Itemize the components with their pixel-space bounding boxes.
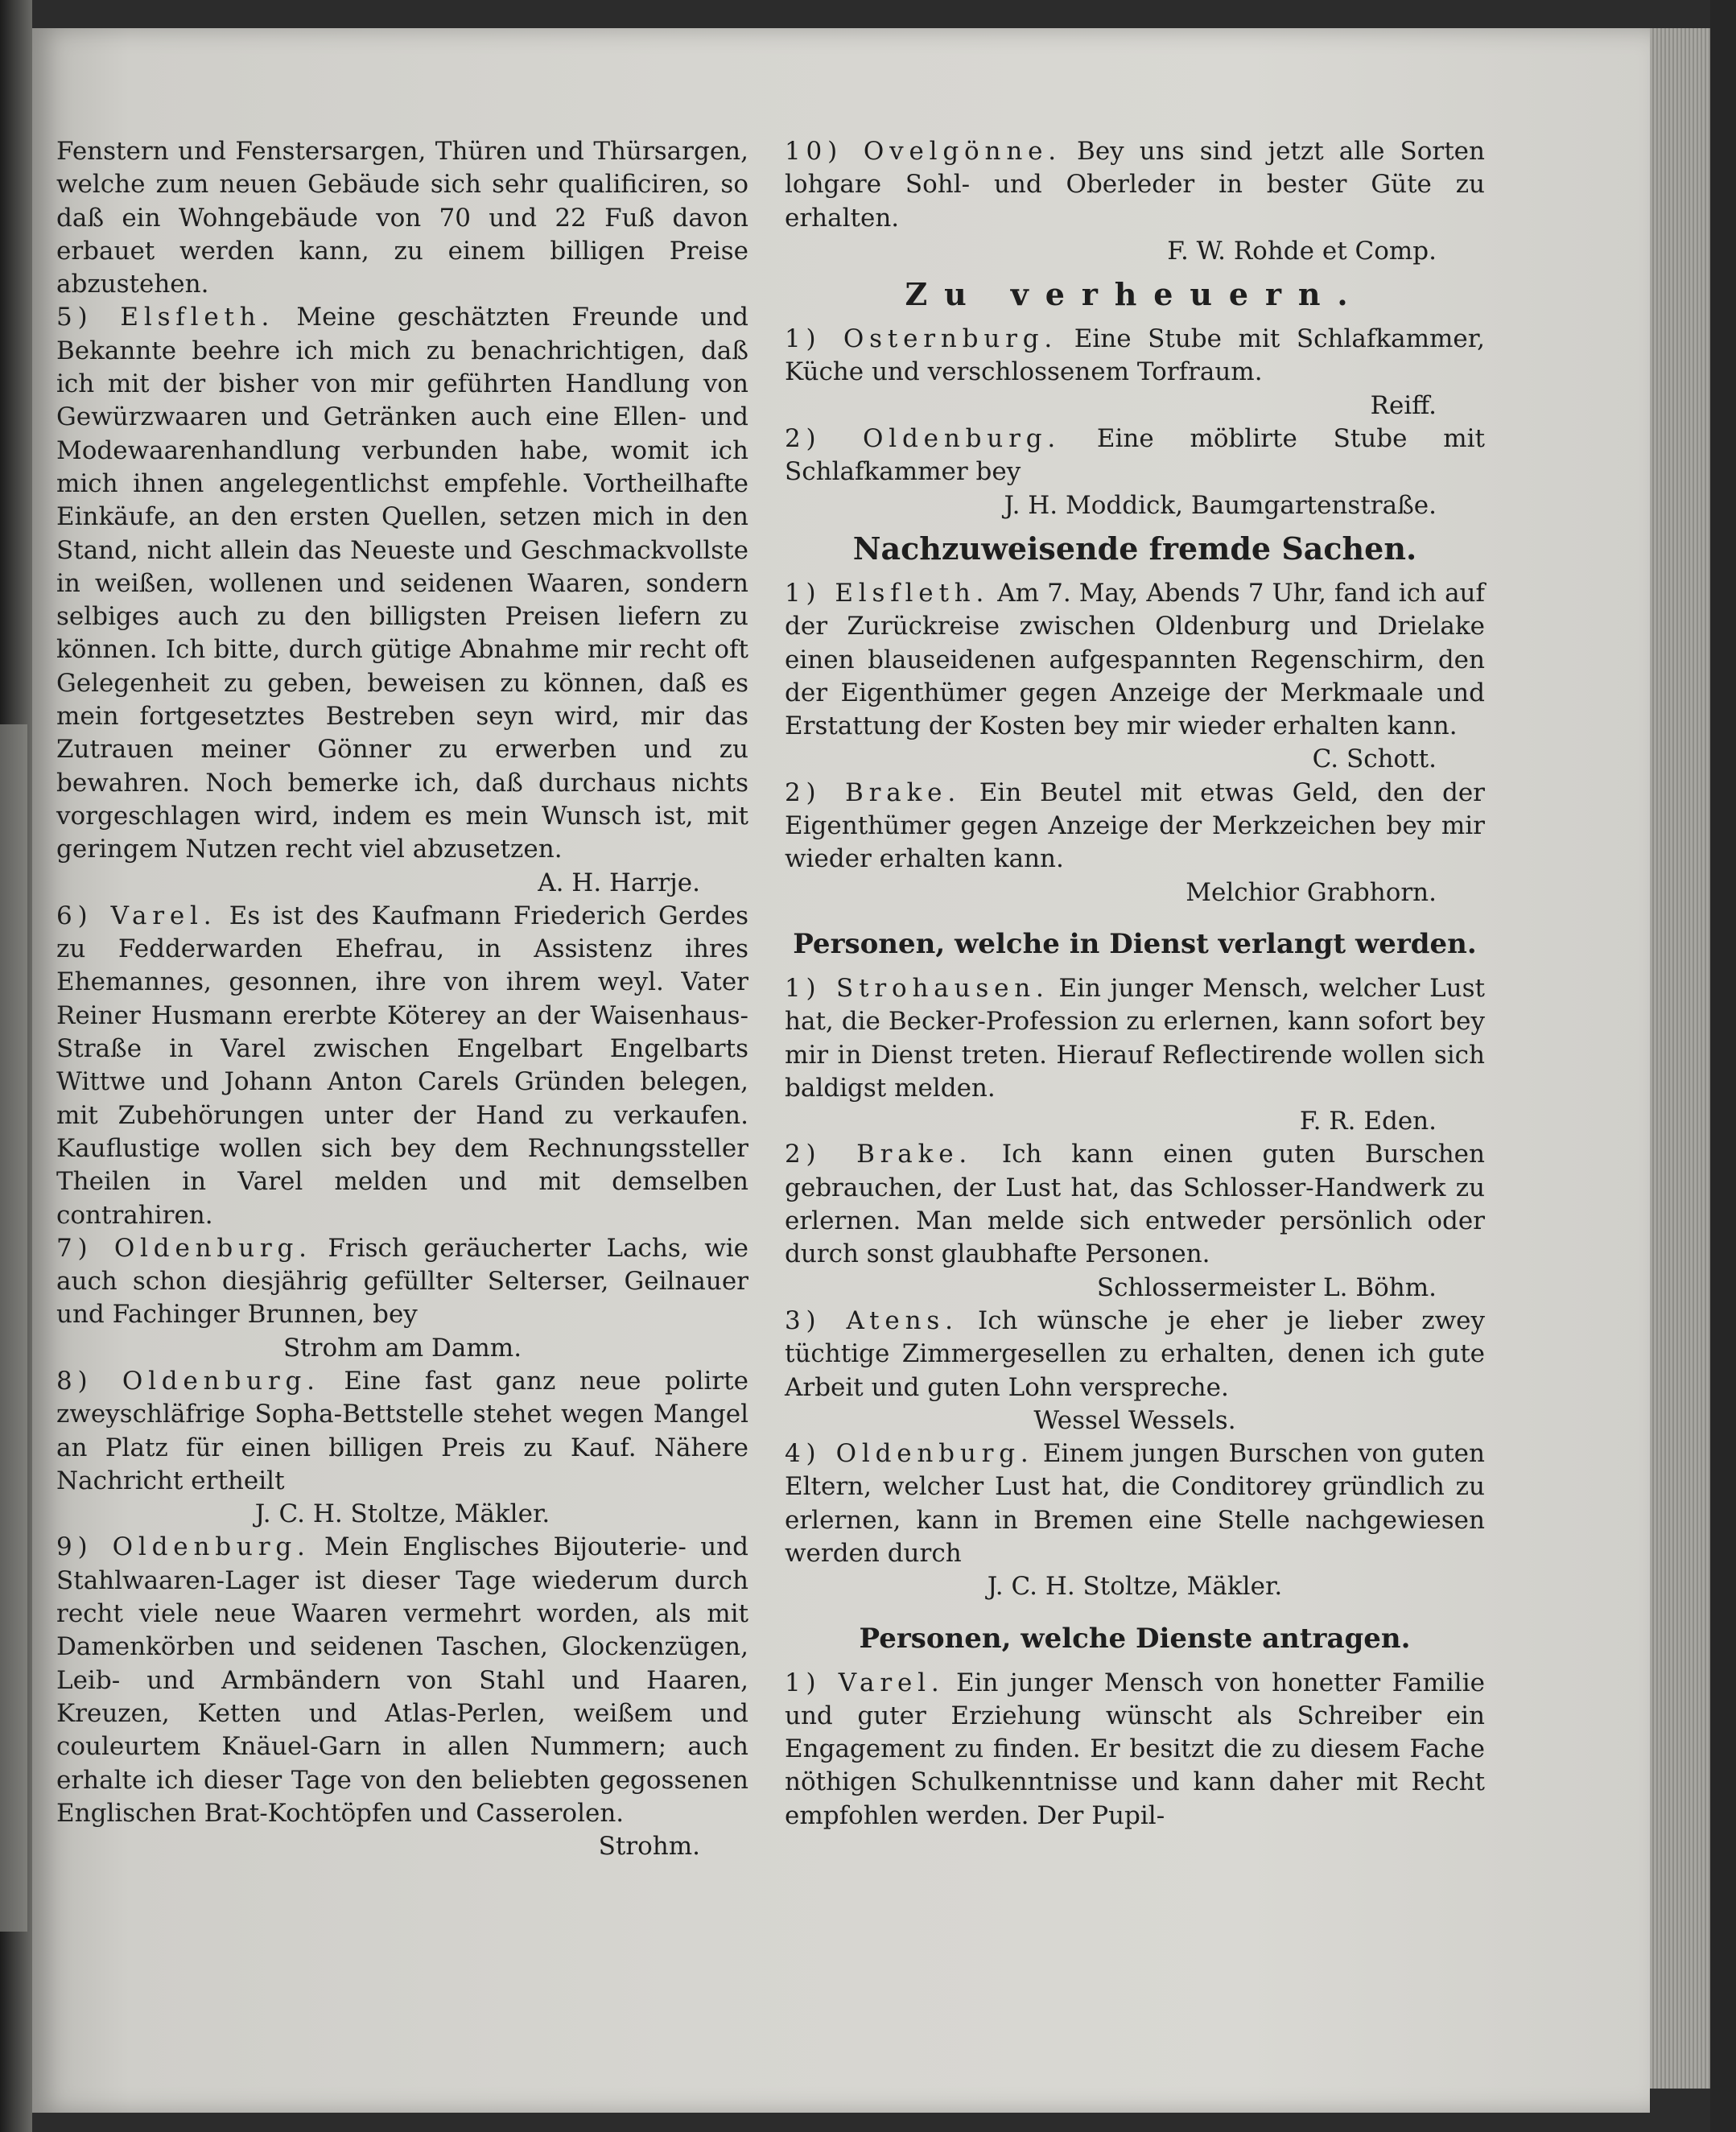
- found-notice-1: [785, 577, 1485, 743]
- previous-page-edge: [0, 724, 27, 1932]
- notice-text: Ein junger Mensch, welcher Lust hat, die Becker-Profession zu erlernen, kann sofort bey mir in Dienst treten. Hierauf Reflectirende wollen sich baldigst melden.: [785, 973, 1485, 1103]
- notice-signature: F. R. Eden.: [1299, 1107, 1437, 1136]
- notice-signature: J. C. H. Stoltze, Mäkler.: [987, 1572, 1283, 1602]
- notice-text: Ein Beutel mit etwas Geld, den der Eigenthümer gegen Anzeige der Merkzeichen bey mir wieder erhalten kann.: [785, 777, 1485, 874]
- notice-place: 1) Elsfleth.: [785, 578, 990, 608]
- notice-text: Ich wünsche je eher je lieber zwey tüchtige Zimmergesellen zu erhalten, denen ich gute Arbeit und guten Lohn verspreche.: [785, 1305, 1485, 1402]
- continued-notice: Fenstern und Fenstersargen, Thüren und Thürsargen, welche zum neuen Gebäude sich sehr qualificiren, so daß ein Wohngebäude von 70 und 22 Fuß davon erbauet werden kann, zu einem billigen Preise abzustehen.: [56, 137, 748, 299]
- notice-text: Meine geschätzten Freunde und Bekannte beehre ich mich zu benachrichtigen, daß ich mit der bisher von mir geführten Handlung von Gewürzwaaren und Getränken auch eine Ellen- und Modewaarenhandlung verbunden habe, womit ich mich ihnen angelegentlichst empfehle. Vortheilhafte Einkäufe, an den ersten Quellen, setzen mich in den Stand, nicht allein das Neueste und Geschmackvollste in weißen, wollenen und seidenen Waaren, sondern selbiges auch zu den billigsten Preisen liefern zu können. Ich bitte, durch gütige Abnahme mir recht oft Gelegenheit zu geben, beweisen zu können, daß es mein fortgesetztes Bestreben seyn wird, mir das Zutrauen meiner Gönner zu erwerben und zu bewahren. Noch bemerke ich, daß durchaus nichts vorgeschlagen wird, indem es mein Wunsch ist, mit geringem Nutzen recht viel abzusetzen.: [56, 303, 748, 864]
- notice-5: [56, 301, 748, 866]
- notice-place: 1) Varel.: [785, 1668, 945, 1697]
- notice-6: [56, 900, 748, 1232]
- notice-8: [56, 1365, 748, 1498]
- notice-text: Einem jungen Burschen von guten Eltern, welcher Lust hat, die Conditorey gründlich zu erlernen, kann in Bremen eine Stelle nachgewiesen werden durch: [785, 1439, 1485, 1568]
- section-heading-wanted: Personen, welche in Dienst verlangt werden.: [793, 927, 1477, 960]
- wanted-notice-3: [785, 1305, 1485, 1404]
- notice-text: Frisch geräucherter Lachs, wie auch schon diesjährig gefüllter Selterser, Geilnauer und Fachinger Brunnen, bey: [56, 1233, 748, 1330]
- notice-place: 4) Oldenburg.: [785, 1439, 1034, 1469]
- notice-9: [56, 1531, 748, 1830]
- notice-place: 1) Strohausen.: [785, 973, 1049, 1003]
- notice-text: Es ist des Kaufmann Friederich Gerdes zu Fedderwarden Ehefrau, in Assistenz ihres Ehemannes, gesonnen, ihre von ihrem weyl. Vater Reiner Husmann ererbte Köterey an der Waisenhaus-Straße in Varel zwischen Engelbart Engelbarts Wittwe und Johann Anton Carels Gründen belegen, mit Zubehörungen unter der Hand zu verkaufen. Kauflustige wollen sich bey dem Rechnungssteller Theilen in Varel melden und mit demselben contrahiren.: [56, 901, 748, 1230]
- notice-place: 1) Osternburg.: [785, 324, 1058, 354]
- notice-signature: Melchior Grabhorn.: [1186, 877, 1437, 907]
- notice-signature: J. C. H. Stoltze, Mäkler.: [254, 1499, 550, 1529]
- right-column: [785, 135, 1485, 1833]
- notice-signature: Reiff.: [1370, 390, 1437, 420]
- notice-text: Ich kann einen guten Burschen gebrauchen, der Lust hat, das Schlosser-Handwerk zu erlernen. Man melde sich entweder persönlich oder durch sonst glaubhafte Personen.: [785, 1140, 1485, 1269]
- notice-place: 2) Brake.: [785, 1140, 973, 1169]
- notice-place: 3) Atens.: [785, 1305, 959, 1335]
- notice-text: Eine Stube mit Schlafkammer, Küche und verschlossenem Torfraum.: [785, 324, 1486, 387]
- wanted-notice-2: [785, 1138, 1485, 1271]
- notice-signature: F. W. Rohde et Comp.: [1167, 236, 1437, 266]
- section-heading-rent: Zu verheuern.: [905, 276, 1365, 313]
- section-heading-found-items: Nachzuweisende fremde Sachen.: [852, 530, 1417, 567]
- notice-text: Eine fast ganz neue polirte zweyschläfrige Sopha-Bettstelle stehet wegen Mangel an Platz für einen billigen Preis zu Kauf. Nähere Nachricht ertheilt: [56, 1366, 748, 1495]
- page-stack-edge: [1650, 28, 1710, 2089]
- notice-place: 7) Oldenburg.: [56, 1233, 312, 1263]
- notice-text: Ein junger Mensch von honetter Familie und guter Erziehung wünscht als Schreiber ein Engagement zu finden. Er besitzt die zu diesem Fache nöthigen Schulkenntnisse und kann daher mit Recht empfohlen werden. Der Pupil-: [785, 1668, 1485, 1830]
- notice-place: 5) Elsfleth.: [56, 303, 275, 332]
- notice-text: Bey uns sind jetzt alle Sorten lohgare Sohl- und Oberleder in bester Güte zu erhalten.: [785, 137, 1485, 233]
- notice-signature: Strohm am Damm.: [282, 1333, 522, 1363]
- wanted-notice-1: [785, 972, 1485, 1105]
- wanted-notice-4: [785, 1437, 1485, 1570]
- found-notice-2: [785, 777, 1485, 876]
- notice-text: Am 7. May, Abends 7 Uhr, fand ich auf der Zurückreise zwischen Oldenburg und Drielake einen blauseidenen aufgespannten Regenschirm, den der Eigenthümer gegen Anzeige der Merkmaale und Erstattung der Kosten bey mir wieder erhalten kann.: [785, 578, 1485, 741]
- notice-signature: Schlossermeister L. Böhm.: [1096, 1272, 1437, 1302]
- notice-signature: C. Schott.: [1312, 744, 1437, 774]
- section-heading-offers: Personen, welche Dienste antragen.: [859, 1622, 1411, 1655]
- notice-place: 9) Oldenburg.: [56, 1532, 311, 1562]
- rent-notice-1: [785, 323, 1485, 390]
- notice-text: Eine möblirte Stube mit Schlafkammer bey: [785, 424, 1485, 487]
- notice-signature: Wessel Wessels.: [1033, 1405, 1236, 1435]
- notice-signature: J. H. Moddick, Baumgartenstraße.: [1004, 490, 1437, 520]
- offer-notice-1: [785, 1667, 1485, 1833]
- left-column: [56, 135, 748, 1863]
- notice-signature: Strohm.: [598, 1832, 700, 1862]
- notice-text: Mein Englisches Bijouterie- und Stahlwaaren-Lager ist dieser Tage wiederum durch recht viele neue Waaren vermehrt worden, als mit Damenkörben und seidenen Taschen, Glockenzügen, Leib- und Armbändern von Stahl und Haaren, Kreuzen, Ketten und Atlas-Perlen, weißem und couleurtem Knäuel-Garn in allen Nummern; auch erhalte ich dieser Tage von den beliebten gegossenen Englischen Brat-Kochtöpfen und Casserolen.: [56, 1532, 748, 1828]
- notice-10: [785, 135, 1485, 235]
- notice-place: 10) Ovelgönne.: [785, 137, 1062, 166]
- notice-place: 8) Oldenburg.: [56, 1366, 320, 1396]
- rent-notice-2: [785, 423, 1485, 489]
- notice-signature: A. H. Harrje.: [538, 868, 700, 897]
- background-right: [1710, 0, 1736, 2132]
- notice-7: [56, 1232, 748, 1332]
- notice-place: 6) Varel.: [56, 901, 217, 930]
- notice-place: 2) Oldenburg.: [785, 424, 1062, 454]
- notice-place: 2) Brake.: [785, 777, 962, 807]
